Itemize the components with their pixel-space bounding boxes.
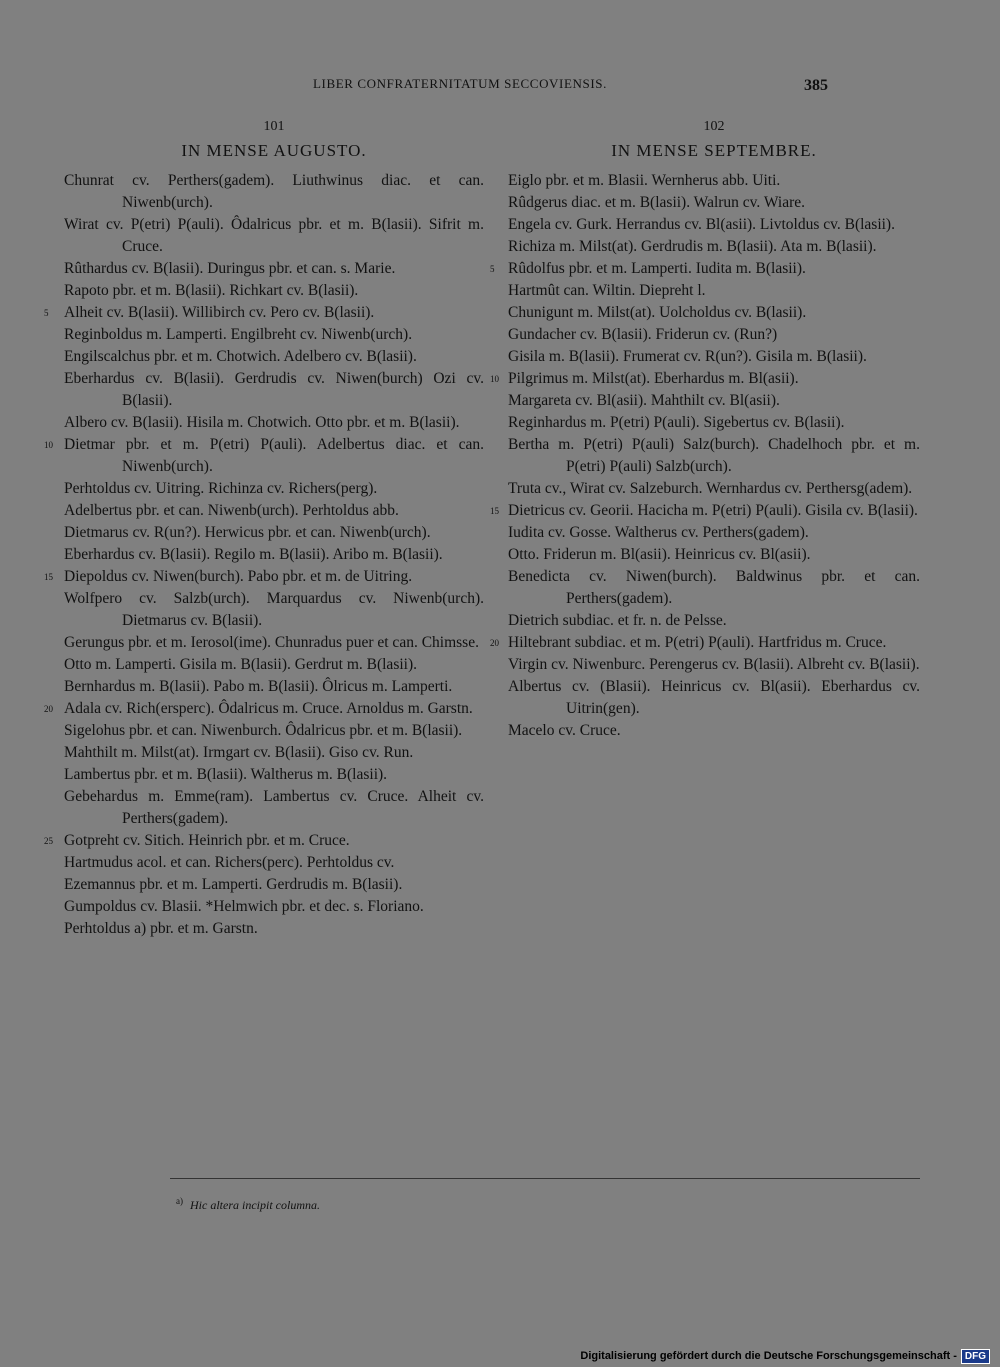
- left-column: [44, 116, 484, 940]
- entry-text: Chunigunt m. Milst(at). Uolcholdus cv. B(lasii).: [508, 304, 807, 321]
- entry: [490, 500, 920, 522]
- line-number: 5: [490, 264, 495, 274]
- entry-text: Benedicta cv. Niwen(burch). Baldwinus pbr. et can. Perthers(gadem).: [508, 568, 920, 607]
- entry: [490, 258, 920, 280]
- entry-text: Gumpoldus cv. Blasii. *Helmwich pbr. et dec. s. Floriano.: [64, 898, 424, 915]
- entry-text: Wirat cv. P(etri) P(auli). Ôdalricus pbr. et m. B(lasii). Sifrit m. Cruce.: [64, 216, 484, 255]
- right-column: [490, 116, 920, 742]
- entry: [64, 742, 484, 764]
- entry: [64, 478, 484, 500]
- entry: [64, 720, 484, 742]
- entry: [508, 434, 920, 478]
- entry: [508, 324, 920, 346]
- entry: [64, 324, 484, 346]
- entry-text: Rûdolfus pbr. et m. Lamperti. Iudita m. B(lasii).: [508, 260, 806, 277]
- entry-text: Otto m. Lamperti. Gisila m. B(lasii). Gerdrut m. B(lasii).: [64, 656, 417, 673]
- entry-text: Hiltebrant subdiac. et m. P(etri) P(auli). Hartfridus m. Cruce.: [508, 634, 887, 651]
- month-title: IN MENSE AUGUSTO.: [181, 141, 367, 160]
- entry-text: Hartmudus acol. et can. Richers(perc). Perhtoldus cv.: [64, 854, 395, 871]
- entry: [44, 566, 484, 588]
- line-number: 15: [490, 506, 499, 516]
- entry: [508, 192, 920, 214]
- entry-text: Sigelohus pbr. et can. Niwenburch. Ôdalricus pbr. et m. B(lasii).: [64, 722, 463, 739]
- entry: [508, 170, 920, 192]
- entry: [64, 522, 484, 544]
- entry: [64, 676, 484, 698]
- entry: [64, 170, 484, 214]
- line-number: 25: [44, 836, 53, 846]
- dfg-logo: DFG: [961, 1349, 990, 1364]
- entry: [64, 214, 484, 258]
- entry: [64, 544, 484, 566]
- column-number: 101: [263, 119, 285, 134]
- entry-text: Dietricus cv. Georii. Hacicha m. P(etri) P(auli). Gisila cv. B(lasii).: [508, 502, 918, 519]
- entry-text: Iudita cv. Gosse. Waltherus cv. Perthers(gadem).: [508, 524, 809, 541]
- entry-text: Reginboldus m. Lamperti. Engilbreht cv. Niwenb(urch).: [64, 326, 413, 343]
- entry: [508, 236, 920, 258]
- entry: [64, 346, 484, 368]
- entry: [508, 390, 920, 412]
- entry: [508, 676, 920, 720]
- entry: [508, 412, 920, 434]
- entry-text: Perhtoldus cv. Uitring. Richinza cv. Richers(perg).: [64, 480, 378, 497]
- entry-text: Virgin cv. Niwenburc. Perengerus cv. B(lasii). Albreht cv. B(lasii).: [508, 656, 920, 673]
- entry-text: Rûdgerus diac. et m. B(lasii). Walrun cv. Wiare.: [508, 194, 805, 211]
- page-header: [0, 74, 1000, 98]
- month-title: IN MENSE SEPTEMBRE.: [611, 141, 817, 160]
- entry: [64, 918, 484, 940]
- entry-text: Adelbertus pbr. et can. Niwenb(urch). Perhtoldus abb.: [64, 502, 399, 519]
- entry: [64, 280, 484, 302]
- line-number: 15: [44, 572, 53, 582]
- entry-text: Lambertus pbr. et m. B(lasii). Waltherus m. B(lasii).: [64, 766, 388, 783]
- entry-text: Ezemannus pbr. et m. Lamperti. Gerdrudis m. B(lasii).: [64, 876, 403, 893]
- entry-list: [490, 170, 920, 742]
- entry-text: Dietmar pbr. et m. P(etri) P(auli). Adelbertus diac. et can. Niwenb(urch).: [64, 436, 484, 475]
- funding-banner: [580, 1348, 990, 1364]
- entry-list: [44, 170, 484, 940]
- entry: [64, 588, 484, 632]
- entry-text: Pilgrimus m. Milst(at). Eberhardus m. Bl(asii).: [508, 370, 799, 387]
- entry-text: Margareta cv. Bl(asii). Mahthilt cv. Bl(asii).: [508, 392, 780, 409]
- entry-text: Gerungus pbr. et m. Ierosol(ime). Chunradus puer et can. Chimsse.: [64, 634, 479, 651]
- entry: [490, 368, 920, 390]
- entry-text: Eberhardus cv. B(lasii). Regilo m. B(lasii). Aribo m. B(lasii).: [64, 546, 443, 563]
- entry-text: Diepoldus cv. Niwen(burch). Pabo pbr. et m. de Uitring.: [64, 568, 413, 585]
- entry-text: Gisila m. B(lasii). Frumerat cv. R(un?). Gisila m. B(lasii).: [508, 348, 867, 365]
- entry: [64, 500, 484, 522]
- entry: [44, 830, 484, 852]
- entry-text: Perhtoldus a) pbr. et m. Garstn.: [64, 920, 258, 937]
- page-number: 385: [804, 77, 828, 94]
- entry: [64, 764, 484, 786]
- entry: [508, 610, 920, 632]
- footnote-marker: a): [176, 1196, 183, 1206]
- entry: [508, 478, 920, 500]
- entry: [508, 654, 920, 676]
- entry-text: Gotpreht cv. Sitich. Heinrich pbr. et m. Cruce.: [64, 832, 350, 849]
- entry: [64, 258, 484, 280]
- entry-text: Dietmarus cv. R(un?). Herwicus pbr. et can. Niwenb(urch).: [64, 524, 431, 541]
- footnote-divider: [170, 1178, 920, 1179]
- entry: [508, 566, 920, 610]
- column-number: 102: [703, 119, 725, 134]
- entry-text: Gundacher cv. B(lasii). Friderun cv. (Run?): [508, 326, 778, 343]
- entry-text: Alheit cv. B(lasii). Willibirch cv. Pero cv. B(lasii).: [64, 304, 375, 321]
- entry: [508, 346, 920, 368]
- line-number: 10: [44, 440, 53, 450]
- entry: [64, 632, 484, 654]
- entry-text: Engilscalchus pbr. et m. Chotwich. Adelbero cv. B(lasii).: [64, 348, 417, 365]
- entry-text: Hartmût can. Wiltin. Diepreht l.: [508, 282, 706, 299]
- entry-text: Macelo cv. Cruce.: [508, 722, 621, 739]
- footnote-text: Hic altera incipit columna.: [190, 1198, 320, 1212]
- entry: [44, 302, 484, 324]
- entry: [508, 720, 920, 742]
- entry: [64, 786, 484, 830]
- entry-text: Adala cv. Rich(ersperc). Ôdalricus m. Cruce. Arnoldus m. Garstn.: [64, 700, 473, 717]
- entry-text: Richiza m. Milst(at). Gerdrudis m. B(lasii). Ata m. B(lasii).: [508, 238, 877, 255]
- entry-text: Eiglo pbr. et m. Blasii. Wernherus abb. Uiti.: [508, 172, 781, 189]
- line-number: 20: [44, 704, 53, 714]
- entry: [64, 368, 484, 412]
- line-number: 5: [44, 308, 49, 318]
- entry-text: Mahthilt m. Milst(at). Irmgart cv. B(lasii). Giso cv. Run.: [64, 744, 414, 761]
- entry: [64, 852, 484, 874]
- running-title: LIBER CONFRATERNITATUM SECCOVIENSIS.: [313, 76, 607, 91]
- entry: [508, 280, 920, 302]
- entry-text: Engela cv. Gurk. Herrandus cv. Bl(asii). Livtoldus cv. B(lasii).: [508, 216, 895, 233]
- entry: [64, 896, 484, 918]
- entry: [508, 214, 920, 236]
- entry: [64, 654, 484, 676]
- entry-text: Wolfpero cv. Salzb(urch). Marquardus cv. Niwenb(urch). Dietmarus cv. B(lasii).: [64, 590, 484, 629]
- entry-text: Chunrat cv. Perthers(gadem). Liuthwinus diac. et can. Niwenb(urch).: [64, 172, 484, 211]
- entry: [44, 434, 484, 478]
- entry-text: Gebehardus m. Emme(ram). Lambertus cv. Cruce. Alheit cv. Perthers(gadem).: [64, 788, 484, 827]
- entry-text: Dietrich subdiac. et fr. n. de Pelsse.: [508, 612, 727, 629]
- entry-text: Rûthardus cv. B(lasii). Duringus pbr. et can. s. Marie.: [64, 260, 396, 277]
- entry: [508, 544, 920, 566]
- entry: [508, 302, 920, 324]
- entry: [64, 874, 484, 896]
- entry-text: Truta cv., Wirat cv. Salzeburch. Wernhardus cv. Perthersg(adem).: [508, 480, 913, 497]
- entry: [490, 632, 920, 654]
- entry-text: Bertha m. P(etri) P(auli) Salz(burch). Chadelhoch pbr. et m. P(etri) P(auli) Salzb(urch).: [508, 436, 920, 475]
- line-number: 20: [490, 638, 499, 648]
- entry-text: Bernhardus m. B(lasii). Pabo m. B(lasii). Ôlricus m. Lamperti.: [64, 678, 453, 695]
- entry-text: Otto. Friderun m. Bl(asii). Heinricus cv. Bl(asii).: [508, 546, 811, 563]
- footnote: [176, 1196, 320, 1213]
- entry-text: Eberhardus cv. B(lasii). Gerdrudis cv. Niwen(burch) Ozi cv. B(lasii).: [64, 370, 484, 409]
- funding-text: Digitalisierung gefördert durch die Deutsche Forschungsgemeinschaft -: [580, 1350, 957, 1362]
- entry-text: Albero cv. B(lasii). Hisila m. Chotwich. Otto pbr. et m. B(lasii).: [64, 414, 460, 431]
- entry-text: Reginhardus m. P(etri) P(auli). Sigebertus cv. B(lasii).: [508, 414, 845, 431]
- entry-text: Rapoto pbr. et m. B(lasii). Richkart cv. B(lasii).: [64, 282, 359, 299]
- entry: [508, 522, 920, 544]
- entry: [44, 698, 484, 720]
- entry: [64, 412, 484, 434]
- entry-text: Albertus cv. (Blasii). Heinricus cv. Bl(asii). Eberhardus cv. Uitrin(gen).: [508, 678, 920, 717]
- line-number: 10: [490, 374, 499, 384]
